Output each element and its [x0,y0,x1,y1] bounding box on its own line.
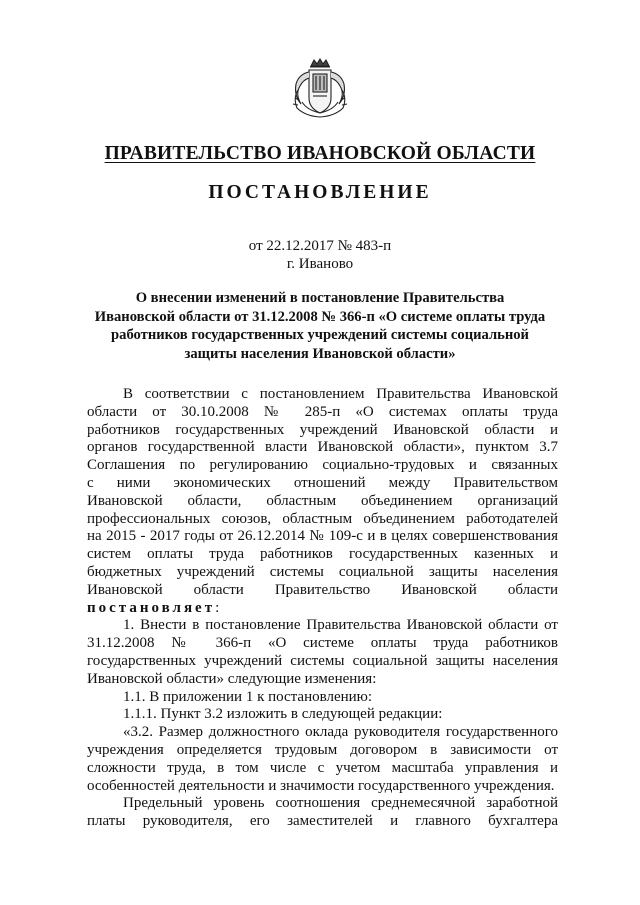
body-line: Соглашения по регулированию социально-трудовых и связанных [87,457,558,474]
body-line: учреждения определяется трудовым договором в зависимости от [87,741,558,758]
document-body [87,386,558,831]
city: г. Иваново [286,256,354,272]
body-line: профессиональных союзов, областным объединением работодателей [87,510,558,527]
body-line: Ивановской области Правительство Ивановской области [87,581,558,598]
subject-line: защиты населения Ивановской области» [184,345,456,362]
subject-line: Ивановской области от 31.12.2008 № 366-п «О системе оплаты труда [94,308,546,325]
coat-of-arms-icon [289,58,351,120]
body-line: на 2015 - 2017 годы от 26.12.2014 № 109-с и в целях совершенствования [87,528,558,545]
decree-colon: : [215,599,220,616]
government-title: ПРАВИТЕЛЬСТВО ИВАНОВСКОЙ ОБЛАСТИ [104,143,536,164]
body-line: Ивановской области» следующие изменения: [87,670,377,687]
body-line: 1.1. В приложении 1 к постановлению: [123,688,373,705]
body-line: 1.1.1. Пункт 3.2 изложить в следующей редакции: [123,706,443,723]
date-number: от 22.12.2017 № 483-п [248,238,392,254]
body-line: бюджетных учреждений системы социальной защиты населения [87,563,558,580]
body-line: «3.2. Размер должностного оклада руководителя государственного [123,724,558,741]
body-line: особенностей деятельности и значимости государственного учреждения. [87,777,555,794]
body-line: органов государственной власти Ивановской области», пунктом 3.7 [87,439,558,456]
body-line: Предельный уровень соотношения среднемесячной заработной [123,795,558,812]
body-line: с ними экономических отношений между Правительством [87,474,558,491]
body-line: 1. Внести в постановление Правительства Ивановской области от [123,617,558,634]
body-line: платы руководителя, его заместителей и главного бухгалтера [87,813,558,830]
body-line: систем оплаты труда работников государственных казенных и [87,546,558,563]
body-line: работников государственных учреждений Ивановской области и [87,421,558,438]
body-line: Ивановской области, областным объединением организаций [87,492,558,509]
decree-word: постановляет [87,599,216,616]
body-line: сложности труда, в том числе с учетом масштаба управления и [87,759,558,776]
body-line: В соответствии с постановлением Правительства Ивановской [123,386,558,402]
subject-line: работников государственных учреждений системы социальной [111,327,529,343]
subject-line: О внесении изменений в постановление Правительства [135,290,505,306]
document-subject [60,289,580,363]
document-type: ПОСТАНОВЛЕНИЕ [208,182,432,203]
body-line: 31.12.2008 № 366-п «О системе оплаты труда работников [87,635,558,652]
body-line: государственных учреждений системы социальной защиты населения [87,652,558,669]
body-line: области от 30.10.2008 № 285-п «О системах оплаты труда [87,403,558,420]
decree-word-line [87,600,558,618]
